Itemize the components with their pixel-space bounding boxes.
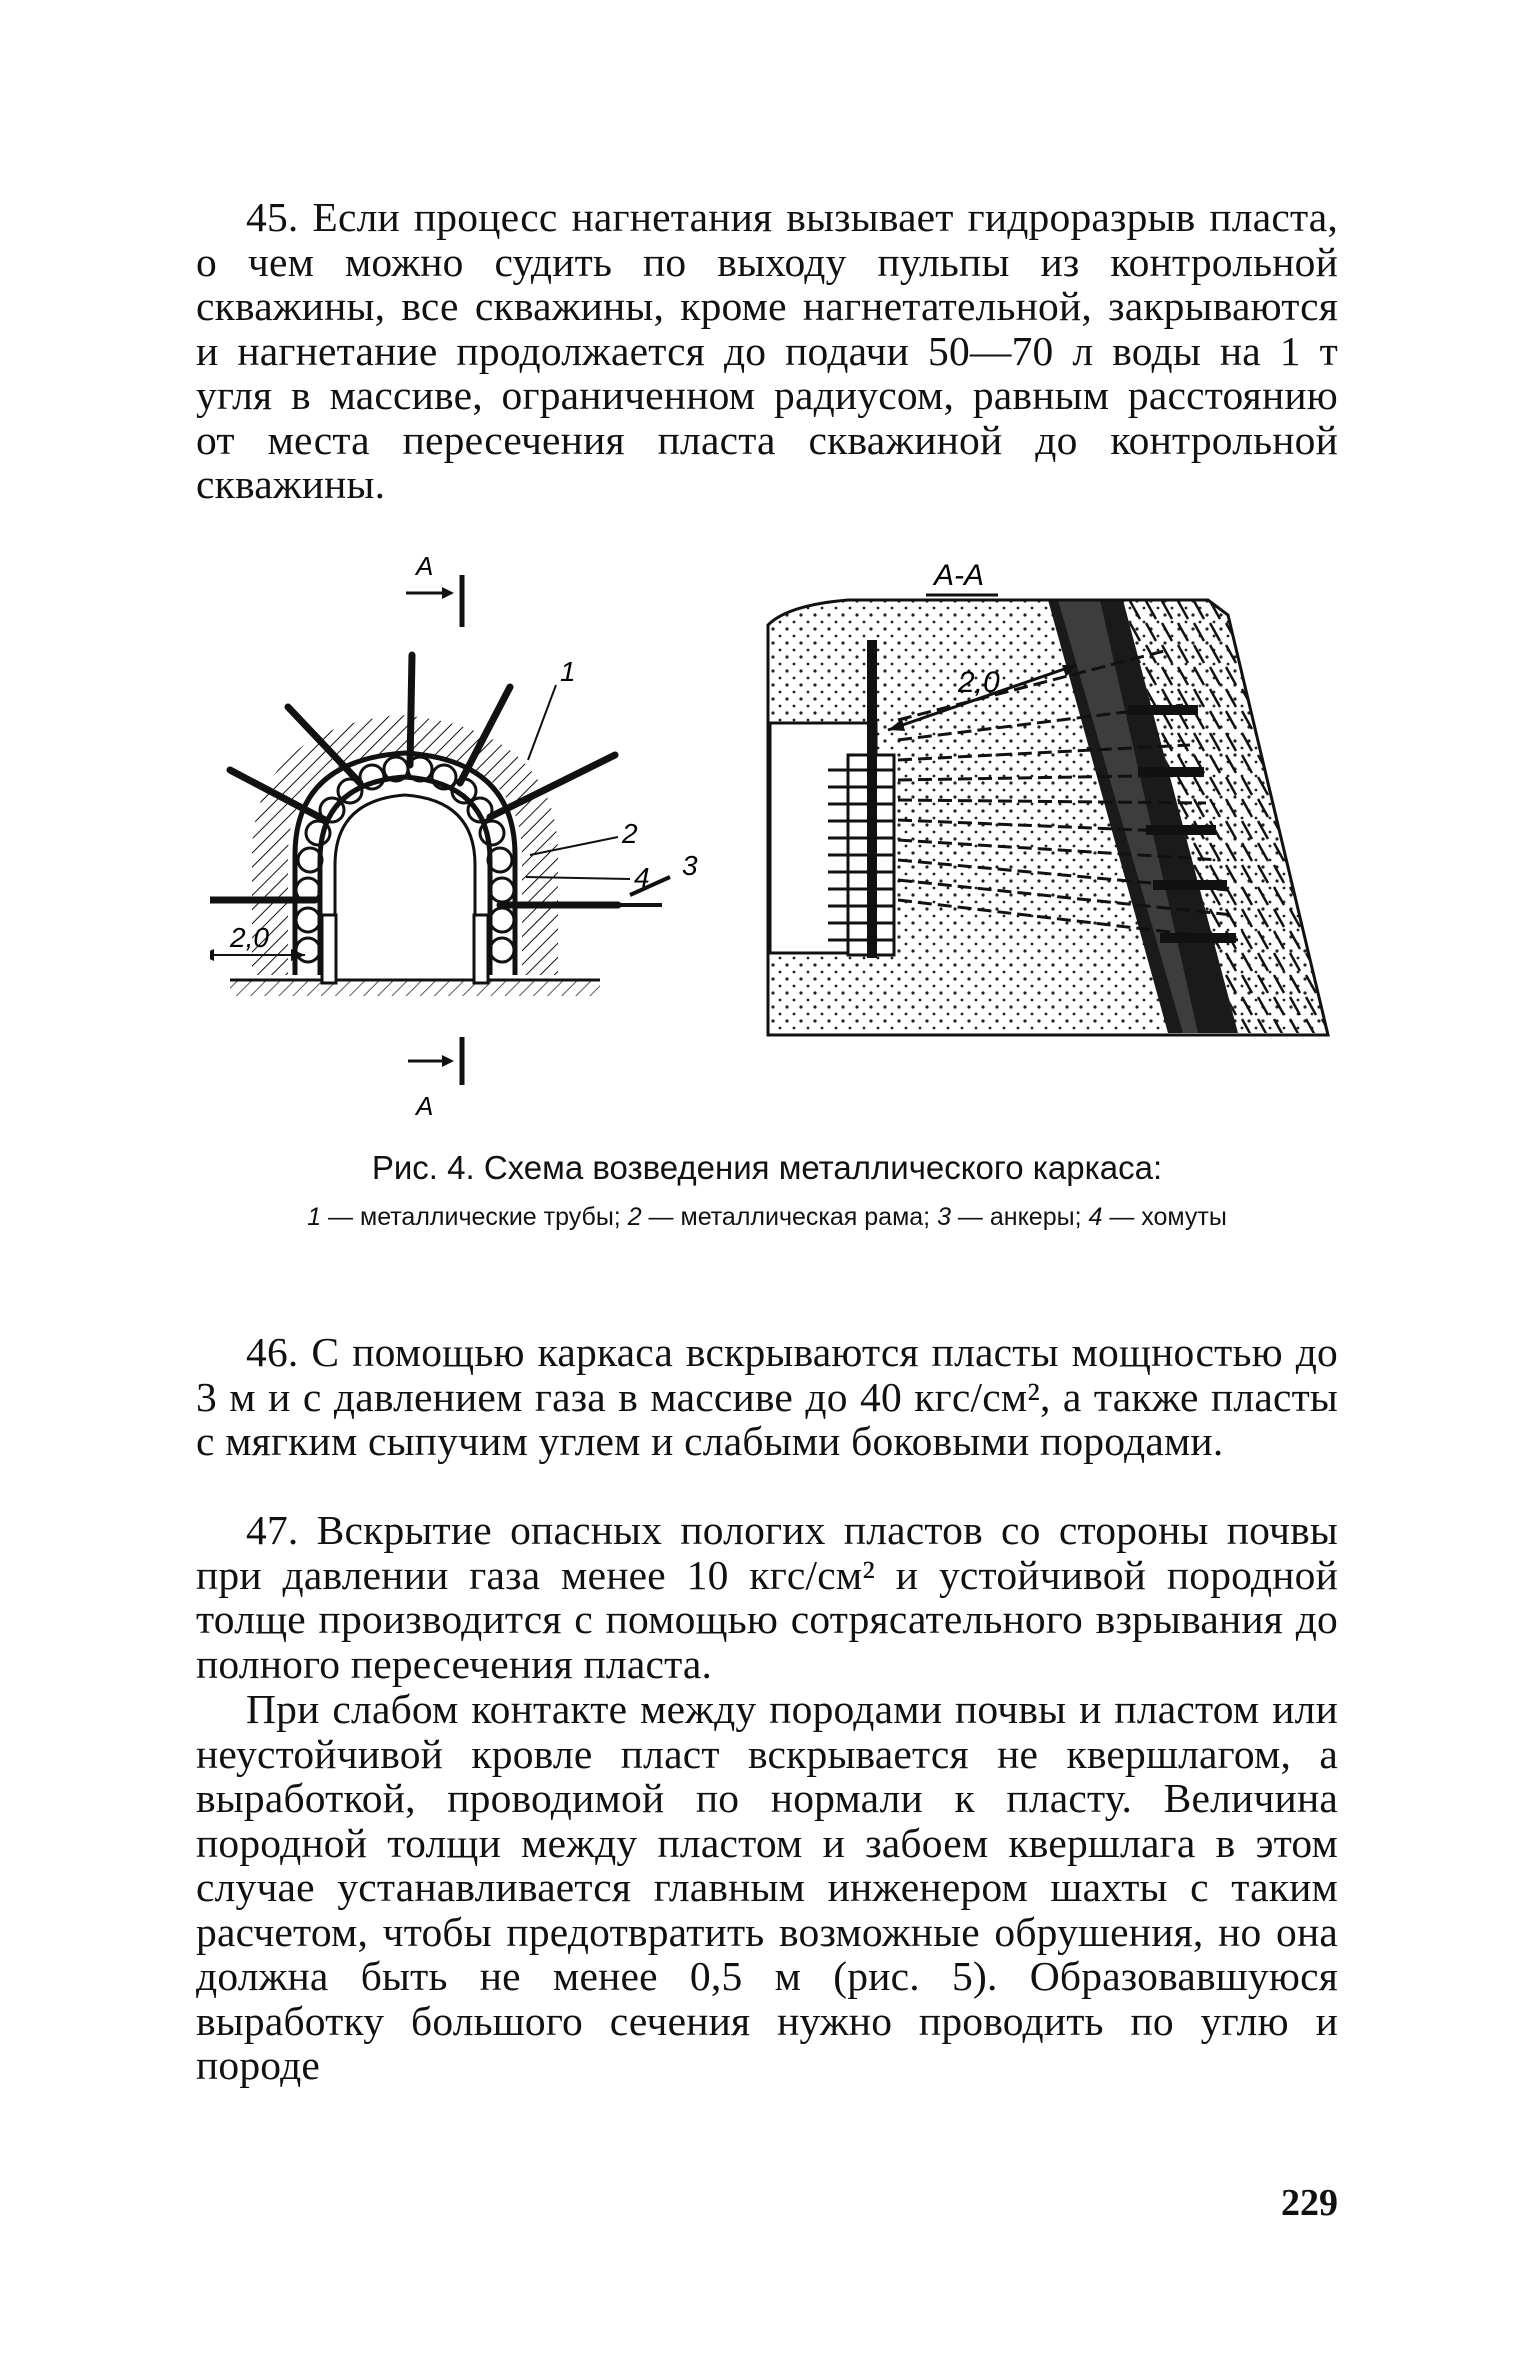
legend-text-2: — металлическая рама;	[641, 1203, 938, 1231]
dimension-left: 2,0	[230, 922, 269, 953]
page-number: 229	[1281, 2182, 1338, 2224]
section-a-a-diagram	[728, 555, 1358, 1135]
paragraph-48: При слабом контакте между породами почвы и пластом или неустойчивой кровле пласт вскрывается не квершлагом, а выработкой, проводимой по нормали к пласту. Величина породной толщи между пластом и забоем квершлага в этом случае устанавливается главным инженером шахты с таким расчетом, чтобы предотвратить возможные обрушения, но она должна быть не менее 0,5 м (рис. 5). Образовавшуюся выработку большого сечения нужно проводить по углю и породе	[196, 1686, 1338, 2088]
legend-num-3: 3	[937, 1203, 951, 1231]
legend-text-4: — хомуты	[1102, 1203, 1227, 1231]
figure-caption: Рис. 4. Схема возведения металлического каркаса:	[371, 1149, 1163, 1186]
tunnel-cross-section-diagram	[210, 555, 730, 1135]
paragraph-45: 45. Если процесс нагнетания вызывает гидроразрыв пласта, о чем можно судить по выходу пульпы из контрольной скважины, все скважины, кроме нагнетательной, закрываются и нагнетание продолжается до подачи 50—70 л воды на 1 т угля в массиве, ограниченном радиусом, равным расстоянию от места пересечения пласта скважиной до контрольной скважины.	[196, 194, 1338, 507]
section-label-bottom: А	[416, 1091, 434, 1121]
legend-num-4: 4	[1088, 1203, 1103, 1231]
paragraph-46: 46. С помощью каркаса вскрываются пласты мощностью до 3 м и с давлением газа в массиве до 40 кгс/см², а также пласты с мягким сыпучим углем и слабыми боковыми породами.	[196, 1329, 1338, 1464]
legend-text-1: — металлические трубы;	[321, 1203, 628, 1231]
legend-num-2: 2	[627, 1203, 642, 1231]
callout-1: 1	[560, 656, 576, 687]
section-label-top: А	[416, 555, 434, 581]
legend-text-3: — анкеры;	[950, 1203, 1089, 1231]
legend-num-1: 1	[307, 1203, 322, 1231]
dimension-right: 2,0	[958, 666, 1000, 699]
callout-2: 2	[622, 818, 638, 849]
callout-3: 3	[682, 850, 698, 881]
callout-4: 4	[634, 862, 650, 893]
section-title: А-А	[934, 559, 985, 592]
paragraph-47: 47. Вскрытие опасных пологих пластов со стороны почвы при давлении газа менее 10 кгс/см² и устойчивой породной толще производится с помощью сотрясательного взрывания до полного пересечения пласта.	[196, 1507, 1338, 1687]
figure-legend	[196, 1201, 1338, 1233]
